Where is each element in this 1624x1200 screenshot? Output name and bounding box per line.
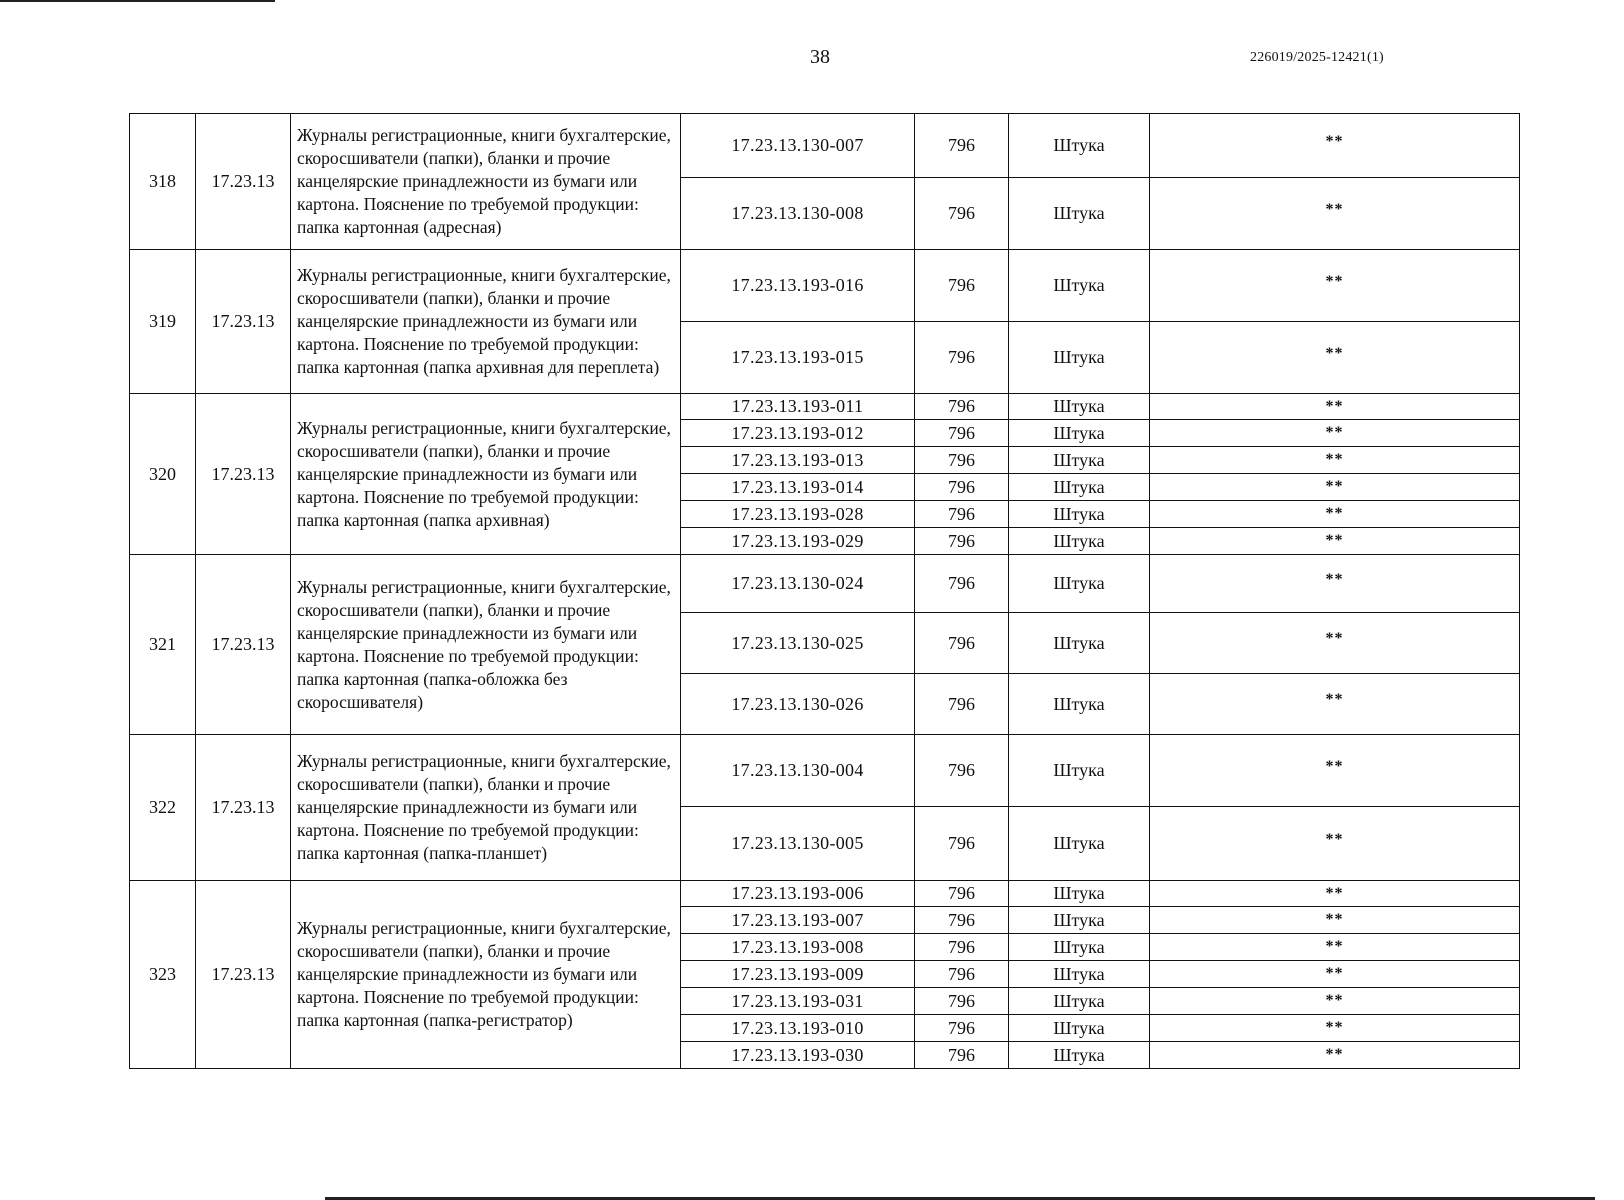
okei-code: 796 [915, 1015, 1009, 1042]
ktru-code: 17.23.13.193-029 [681, 528, 915, 555]
document-reference: 226019/2025-12421(1) [1250, 50, 1384, 65]
unit-name: Штука [1009, 961, 1150, 988]
page-number: 38 [810, 46, 830, 68]
unit-name: Штука [1009, 881, 1150, 907]
ktru-code: 17.23.13.193-030 [681, 1042, 915, 1069]
note-mark: ** [1150, 1042, 1520, 1069]
item-description: Журналы регистрационные, книги бухгалтерские, скоросшиватели (папки), бланки и прочие канцелярские принадлежности из бумаги или картона. Пояснение по требуемой продукции: папка картонная (папка-обложка без скоросшивателя) [291, 555, 681, 735]
ktru-code: 17.23.13.130-005 [681, 807, 915, 881]
okei-code: 796 [915, 735, 1009, 807]
okpd2-code: 17.23.13 [196, 394, 291, 555]
okei-code: 796 [915, 907, 1009, 934]
table-row [130, 114, 1520, 178]
table-body [130, 114, 1520, 1069]
note-mark: ** [1150, 322, 1520, 394]
okei-code: 796 [915, 613, 1009, 674]
item-description: Журналы регистрационные, книги бухгалтерские, скоросшиватели (папки), бланки и прочие канцелярские принадлежности из бумаги или картона. Пояснение по требуемой продукции: папка картонная (папка архивная) [291, 394, 681, 555]
note-mark: ** [1150, 907, 1520, 934]
okei-code: 796 [915, 555, 1009, 613]
row-number: 323 [130, 881, 196, 1069]
okei-code: 796 [915, 807, 1009, 881]
note-mark: ** [1150, 807, 1520, 881]
okei-code: 796 [915, 881, 1009, 907]
note-mark: ** [1150, 250, 1520, 322]
unit-name: Штука [1009, 474, 1150, 501]
okei-code: 796 [915, 250, 1009, 322]
unit-name: Штука [1009, 735, 1150, 807]
unit-name: Штука [1009, 674, 1150, 735]
okei-code: 796 [915, 474, 1009, 501]
item-description: Журналы регистрационные, книги бухгалтерские, скоросшиватели (папки), бланки и прочие канцелярские принадлежности из бумаги или картона. Пояснение по требуемой продукции: папка картонная (адресная) [291, 114, 681, 250]
procurement-table [129, 113, 1520, 1069]
unit-name: Штука [1009, 322, 1150, 394]
okei-code: 796 [915, 961, 1009, 988]
ktru-code: 17.23.13.193-009 [681, 961, 915, 988]
unit-name: Штука [1009, 394, 1150, 420]
note-mark: ** [1150, 555, 1520, 613]
okei-code: 796 [915, 501, 1009, 528]
item-description: Журналы регистрационные, книги бухгалтерские, скоросшиватели (папки), бланки и прочие канцелярские принадлежности из бумаги или картона. Пояснение по требуемой продукции: папка картонная (папка-планшет) [291, 735, 681, 881]
okpd2-code: 17.23.13 [196, 250, 291, 394]
ktru-code: 17.23.13.193-031 [681, 988, 915, 1015]
note-mark: ** [1150, 447, 1520, 474]
item-description: Журналы регистрационные, книги бухгалтерские, скоросшиватели (папки), бланки и прочие канцелярские принадлежности из бумаги или картона. Пояснение по требуемой продукции: папка картонная (папка-регистратор) [291, 881, 681, 1069]
unit-name: Штука [1009, 988, 1150, 1015]
ktru-code: 17.23.13.193-013 [681, 447, 915, 474]
okei-code: 796 [915, 178, 1009, 250]
okei-code: 796 [915, 934, 1009, 961]
ktru-code: 17.23.13.130-024 [681, 555, 915, 613]
row-number: 320 [130, 394, 196, 555]
ktru-code: 17.23.13.193-008 [681, 934, 915, 961]
ktru-code: 17.23.13.130-008 [681, 178, 915, 250]
okei-code: 796 [915, 420, 1009, 447]
note-mark: ** [1150, 528, 1520, 555]
note-mark: ** [1150, 934, 1520, 961]
unit-name: Штука [1009, 528, 1150, 555]
note-mark: ** [1150, 613, 1520, 674]
unit-name: Штука [1009, 420, 1150, 447]
ktru-code: 17.23.13.130-007 [681, 114, 915, 178]
note-mark: ** [1150, 674, 1520, 735]
ktru-code: 17.23.13.193-010 [681, 1015, 915, 1042]
okei-code: 796 [915, 322, 1009, 394]
ktru-code: 17.23.13.130-026 [681, 674, 915, 735]
table-row [130, 881, 1520, 907]
ktru-code: 17.23.13.193-012 [681, 420, 915, 447]
note-mark: ** [1150, 988, 1520, 1015]
row-number: 318 [130, 114, 196, 250]
unit-name: Штука [1009, 934, 1150, 961]
okei-code: 796 [915, 528, 1009, 555]
note-mark: ** [1150, 474, 1520, 501]
table-row [130, 394, 1520, 420]
unit-name: Штука [1009, 501, 1150, 528]
okpd2-code: 17.23.13 [196, 555, 291, 735]
scan-edge-top [0, 0, 275, 2]
unit-name: Штука [1009, 613, 1150, 674]
ktru-code: 17.23.13.193-028 [681, 501, 915, 528]
okpd2-code: 17.23.13 [196, 735, 291, 881]
okei-code: 796 [915, 674, 1009, 735]
note-mark: ** [1150, 420, 1520, 447]
ktru-code: 17.23.13.193-015 [681, 322, 915, 394]
ktru-code: 17.23.13.193-014 [681, 474, 915, 501]
note-mark: ** [1150, 114, 1520, 178]
unit-name: Штука [1009, 250, 1150, 322]
okei-code: 796 [915, 394, 1009, 420]
ktru-code: 17.23.13.193-006 [681, 881, 915, 907]
okpd2-code: 17.23.13 [196, 114, 291, 250]
note-mark: ** [1150, 961, 1520, 988]
unit-name: Штука [1009, 907, 1150, 934]
unit-name: Штука [1009, 114, 1150, 178]
note-mark: ** [1150, 881, 1520, 907]
okei-code: 796 [915, 447, 1009, 474]
table-row [130, 555, 1520, 613]
row-number: 321 [130, 555, 196, 735]
ktru-code: 17.23.13.193-011 [681, 394, 915, 420]
unit-name: Штука [1009, 447, 1150, 474]
ktru-code: 17.23.13.130-025 [681, 613, 915, 674]
okpd2-code: 17.23.13 [196, 881, 291, 1069]
unit-name: Штука [1009, 178, 1150, 250]
note-mark: ** [1150, 178, 1520, 250]
ktru-code: 17.23.13.193-007 [681, 907, 915, 934]
unit-name: Штука [1009, 1042, 1150, 1069]
note-mark: ** [1150, 1015, 1520, 1042]
ktru-code: 17.23.13.130-004 [681, 735, 915, 807]
row-number: 322 [130, 735, 196, 881]
ktru-code: 17.23.13.193-016 [681, 250, 915, 322]
item-description: Журналы регистрационные, книги бухгалтерские, скоросшиватели (папки), бланки и прочие канцелярские принадлежности из бумаги или картона. Пояснение по требуемой продукции: папка картонная (папка архивная для переплета) [291, 250, 681, 394]
row-number: 319 [130, 250, 196, 394]
note-mark: ** [1150, 394, 1520, 420]
okei-code: 796 [915, 1042, 1009, 1069]
unit-name: Штука [1009, 1015, 1150, 1042]
table-row [130, 735, 1520, 807]
note-mark: ** [1150, 735, 1520, 807]
table-row [130, 250, 1520, 322]
note-mark: ** [1150, 501, 1520, 528]
unit-name: Штука [1009, 555, 1150, 613]
okei-code: 796 [915, 988, 1009, 1015]
okei-code: 796 [915, 114, 1009, 178]
unit-name: Штука [1009, 807, 1150, 881]
